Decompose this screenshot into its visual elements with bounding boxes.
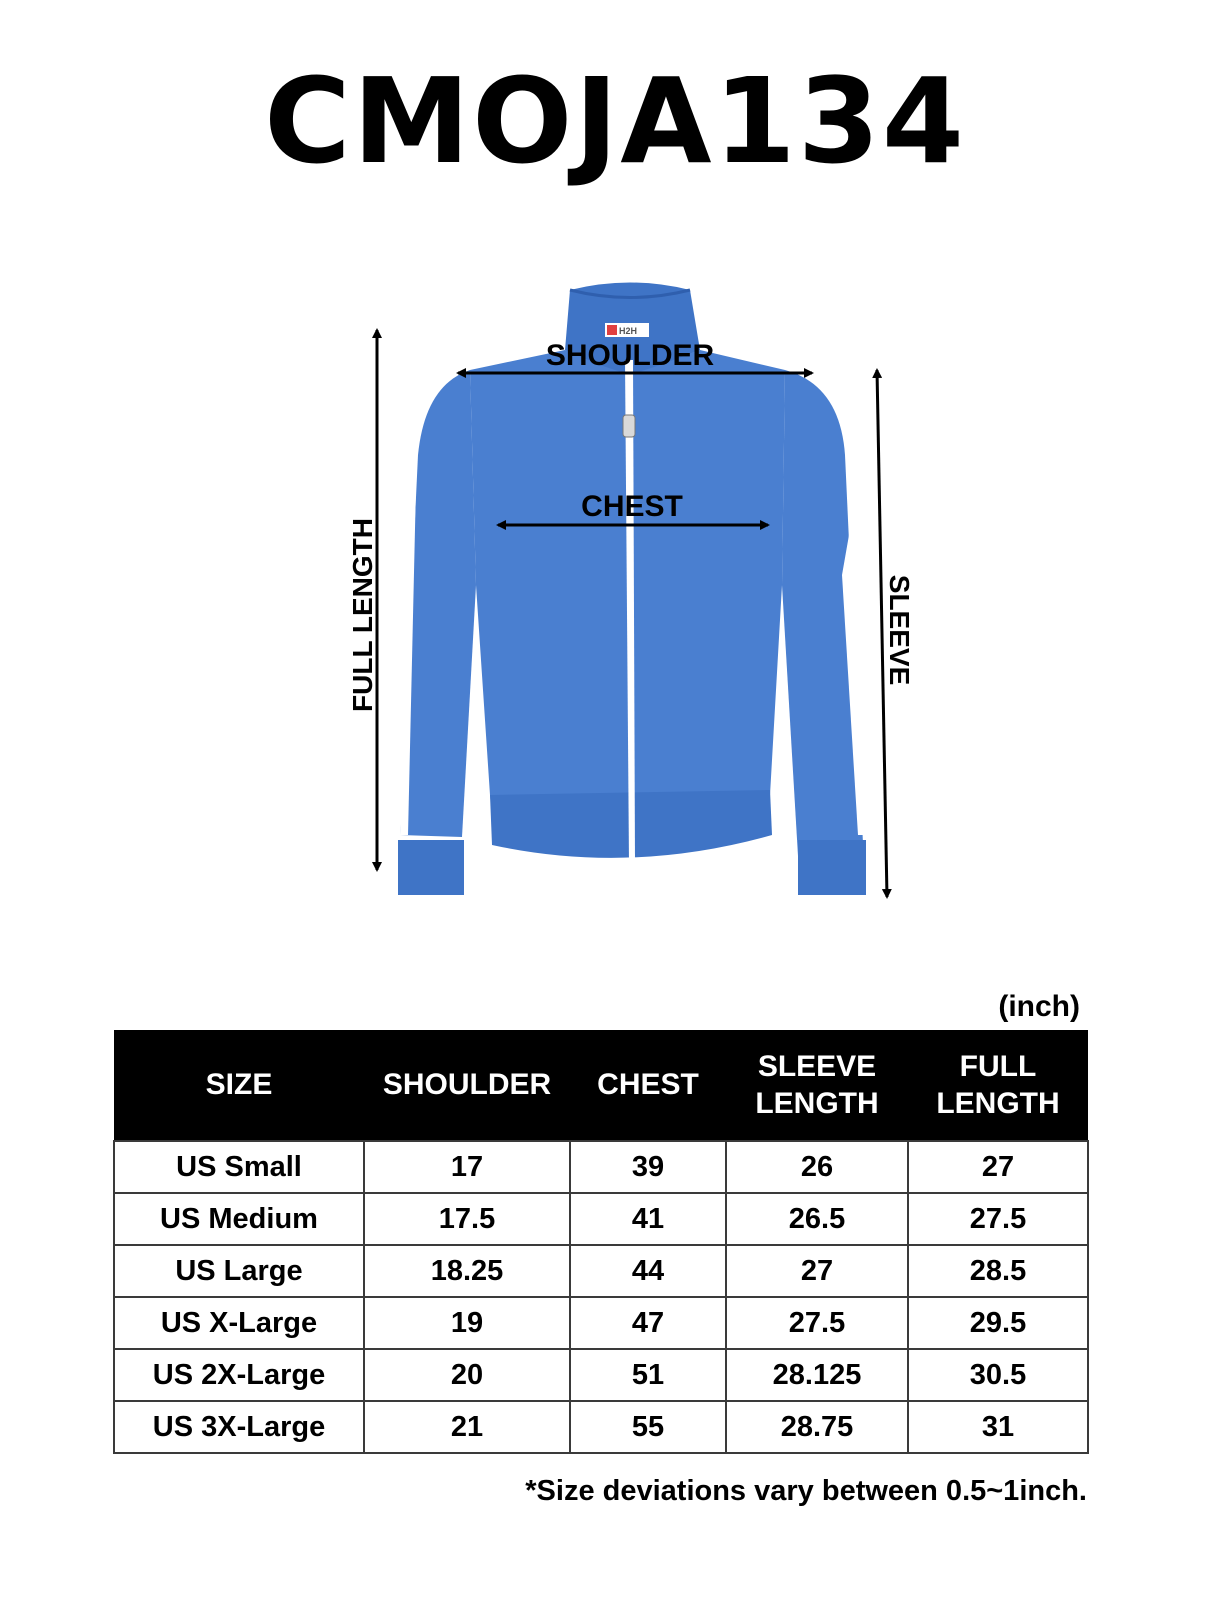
size-cell: US 3X-Large (114, 1401, 364, 1453)
sleeve-length-cell: 28.75 (726, 1401, 908, 1453)
sleeve-length-cell: 28.125 (726, 1349, 908, 1401)
full-length-cell: 28.5 (908, 1245, 1088, 1297)
product-code-title: CMOJA134 (264, 52, 966, 190)
full-length-cell: 27.5 (908, 1193, 1088, 1245)
full-length-cell: 29.5 (908, 1297, 1088, 1349)
chest-cell: 47 (570, 1297, 726, 1349)
brand-tag-label: H2H (619, 326, 638, 336)
header-shoulder: SHOULDER (364, 1030, 570, 1141)
table-row (114, 1349, 1088, 1401)
chest-cell: 44 (570, 1245, 726, 1297)
header-size: SIZE (114, 1030, 364, 1141)
size-deviation-note: *Size deviations vary between 0.5~1inch. (525, 1475, 1087, 1507)
table-row (114, 1297, 1088, 1349)
shoulder-cell: 17.5 (364, 1193, 570, 1245)
chest-cell: 55 (570, 1401, 726, 1453)
shoulder-cell: 17 (364, 1141, 570, 1193)
right-cuff (798, 840, 866, 895)
shoulder-cell: 20 (364, 1349, 570, 1401)
sleeve-length-cell: 26.5 (726, 1193, 908, 1245)
full-length-cell: 30.5 (908, 1349, 1088, 1401)
header-full-length: FULL LENGTH (908, 1030, 1088, 1141)
chest-cell: 41 (570, 1193, 726, 1245)
size-cell: US Small (114, 1141, 364, 1193)
shoulder-cell: 19 (364, 1297, 570, 1349)
size-cell: US Large (114, 1245, 364, 1297)
full-length-cell: 31 (908, 1401, 1088, 1453)
sleeve-length-cell: 26 (726, 1141, 908, 1193)
unit-label: (inch) (998, 990, 1080, 1023)
full-length-cell: 27 (908, 1141, 1088, 1193)
full-length-label: FULL LENGTH (347, 518, 378, 712)
table-row (114, 1245, 1088, 1297)
chest-cell: 51 (570, 1349, 726, 1401)
size-cell: US X-Large (114, 1297, 364, 1349)
chest-label: CHEST (581, 490, 683, 523)
table-row (114, 1401, 1088, 1453)
size-chart-table (113, 1030, 1089, 1454)
shoulder-cell: 21 (364, 1401, 570, 1453)
sleeve-length-cell: 27.5 (726, 1297, 908, 1349)
jacket-measurement-diagram (330, 275, 930, 915)
jacket-illustration (330, 275, 930, 915)
chest-cell: 39 (570, 1141, 726, 1193)
header-chest: CHEST (570, 1030, 726, 1141)
left-cuff (398, 840, 464, 895)
table-header-row (114, 1030, 1088, 1141)
sleeve-length-cell: 27 (726, 1245, 908, 1297)
header-sleeve-length: SLEEVE LENGTH (726, 1030, 908, 1141)
table-row (114, 1193, 1088, 1245)
size-cell: US Medium (114, 1193, 364, 1245)
shoulder-label: SHOULDER (545, 339, 715, 372)
sleeve-label: SLEEVE (884, 574, 915, 686)
size-cell: US 2X-Large (114, 1349, 364, 1401)
shoulder-cell: 18.25 (364, 1245, 570, 1297)
table-row (114, 1141, 1088, 1193)
